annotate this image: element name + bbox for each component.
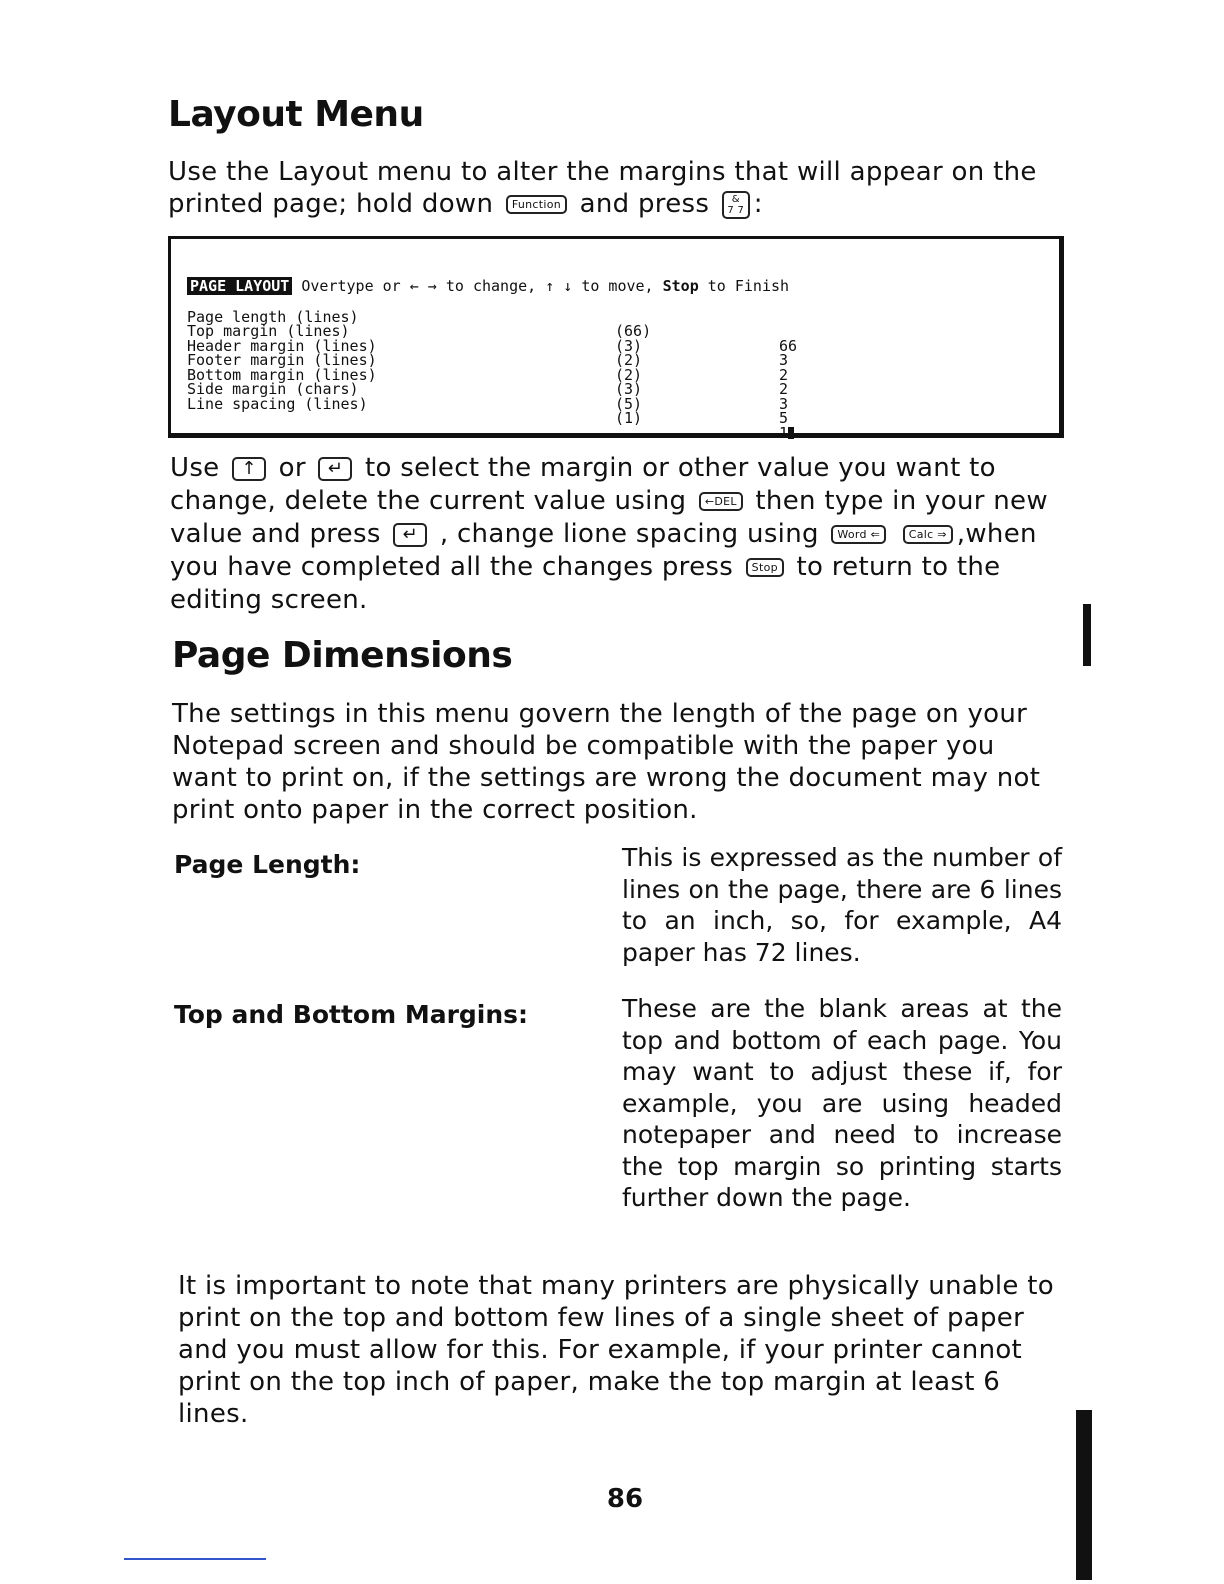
f7-key-bottom: 7 7 — [727, 204, 745, 216]
layout-usage-paragraph — [170, 452, 1058, 617]
setting-default: (5) — [615, 394, 643, 413]
up-arrow-key-icon: ↑ — [232, 457, 266, 481]
definition-term-margins: Top and Bottom Margins: — [174, 1000, 529, 1029]
usage-text: , change lione spacing using — [439, 519, 819, 549]
usage-text: or — [278, 453, 306, 483]
definition-description: These are the blank areas at the top and bottom of each page. You may want to adjust these if, for example, you are using headed notepaper and need to increase the top margin so printing starts further down the page. — [622, 994, 1062, 1212]
footer-rule — [124, 1558, 266, 1560]
function-key-icon: Function — [506, 195, 567, 214]
setting-label: Top margin (lines) — [187, 322, 350, 340]
layout-screen-capture — [168, 236, 1064, 442]
screen-title-box: PAGE LAYOUT — [187, 277, 292, 295]
setting-label: Header margin (lines) — [187, 336, 377, 355]
setting-value: 2 — [779, 380, 789, 398]
screen-instructions: Overtype or ← → to change, ↑ ↓ to move, — [292, 277, 663, 295]
setting-default: (2) — [615, 351, 643, 369]
usage-text: ,when you have completed all the changes press — [170, 519, 1037, 582]
definition-description: This is expressed as the number of lines on the page, there are 6 lines to an inch, so, for example, A4 paper has 72 lines. — [622, 843, 1062, 967]
setting-value-with-cursor — [779, 423, 794, 442]
setting-default: (2) — [615, 365, 643, 384]
f7-key-icon — [722, 191, 750, 219]
scan-edge-mark — [1076, 1410, 1092, 1580]
setting-label: Side margin (chars) — [187, 380, 359, 398]
setting-label: Line spacing (lines) — [187, 394, 368, 413]
setting-default: (66) — [615, 322, 652, 340]
word-key-icon: Word ⇐ — [831, 525, 886, 544]
setting-label: Bottom margin (lines) — [187, 365, 377, 384]
setting-label: Page length (lines) — [187, 307, 359, 326]
page-number: 86 — [606, 1484, 644, 1514]
f7-key-top: & — [731, 193, 740, 205]
screen-settings-rows — [187, 295, 1047, 442]
setting-label: Footer margin (lines) — [187, 351, 377, 369]
setting-value: 66 — [779, 336, 798, 355]
text-cursor-icon — [788, 427, 794, 439]
setting-value: 2 — [779, 365, 789, 384]
usage-text: to return to the editing screen. — [170, 552, 1001, 615]
layout-menu-heading: Layout Menu — [168, 94, 424, 135]
intro-text-2: and press — [579, 189, 710, 219]
delete-key-icon: ←DEL — [699, 492, 743, 511]
stop-key-icon: Stop — [746, 558, 784, 577]
setting-default: (3) — [615, 336, 643, 355]
setting-value: 3 — [779, 351, 789, 369]
definition-list — [174, 842, 1064, 1262]
page-dimensions-intro: The settings in this menu govern the length of the page on your Notepad screen and should be compatible with the paper you want to print on, if the settings are wrong the document may not print onto paper in the correct position. — [172, 699, 1041, 825]
setting-value: 5 — [779, 409, 789, 427]
setting-value: 1 — [779, 423, 789, 442]
setting-row — [187, 382, 1047, 442]
scan-edge-mark — [1083, 604, 1091, 666]
enter-key-icon: ↵ — [318, 457, 352, 481]
setting-default: (1) — [615, 409, 643, 427]
usage-text: to select the margin or other value you want to change, delete the current value using — [170, 453, 996, 516]
printer-note-paragraph: It is important to note that many printers are physically unable to print on the top and bottom few lines of a single sheet of paper and you must allow for this. For example, if your printer cannot print on the top inch of paper, make the top margin at least 6 lines. — [178, 1271, 1054, 1429]
intro-text: Use the Layout menu to alter the margins that will appear on the printed page; hold down — [168, 157, 1037, 219]
layout-menu-intro — [168, 156, 1058, 220]
page-dimensions-heading: Page Dimensions — [172, 635, 513, 676]
intro-colon: : — [753, 189, 763, 219]
usage-text: Use — [170, 453, 220, 483]
stop-label: Stop — [662, 277, 699, 295]
setting-value: 3 — [779, 394, 789, 413]
screen-header — [187, 279, 789, 294]
screen-instructions-end: to Finish — [698, 277, 790, 295]
calc-key-icon: Calc ⇒ — [903, 525, 953, 544]
setting-default: (3) — [615, 380, 643, 398]
enter-key-icon: ↵ — [393, 523, 427, 547]
usage-text: then type in your new value and press — [170, 486, 1048, 549]
definition-term-page-length: Page Length: — [174, 850, 361, 879]
